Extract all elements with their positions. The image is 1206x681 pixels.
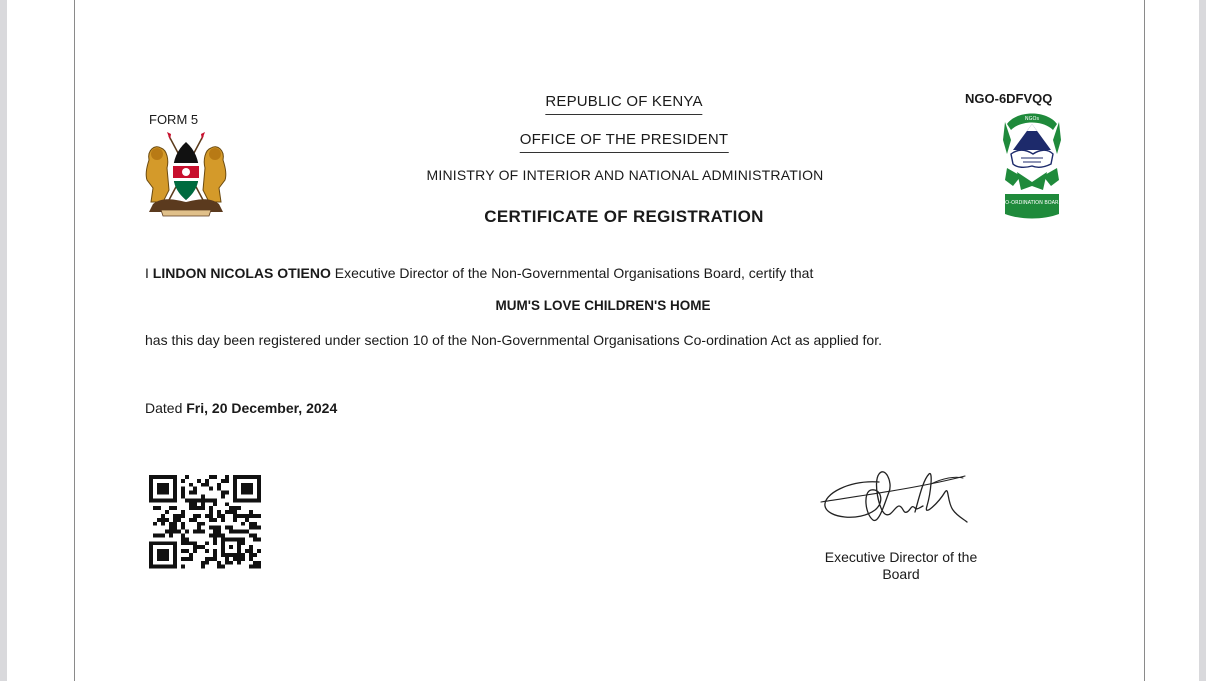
registration-statement: has this day been registered under section 10 of the Non-Governmental Organisations Co-ordination Act as applied for. bbox=[145, 332, 882, 348]
form-label: FORM 5 bbox=[149, 112, 199, 127]
certificate-page bbox=[7, 0, 1199, 681]
ngo-logo-band-text: CO-ORDINATION BOARD bbox=[1003, 200, 1061, 206]
certificate-title: CERTIFICATE OF REGISTRATION bbox=[484, 207, 764, 226]
date-line bbox=[145, 400, 337, 416]
signature-image bbox=[819, 462, 969, 532]
ngo-logo-top-text: NGOs bbox=[1024, 116, 1040, 122]
qr-code-icon bbox=[149, 475, 261, 569]
viewer-left-margin bbox=[0, 0, 7, 681]
ministry-heading: MINISTRY OF INTERIOR AND NATIONAL ADMINISTRATION bbox=[426, 167, 824, 183]
republic-heading: REPUBLIC OF KENYA bbox=[545, 93, 702, 115]
certification-statement bbox=[145, 265, 813, 281]
signatory-title: Executive Director of the Board bbox=[824, 549, 978, 582]
page-border-left bbox=[74, 0, 75, 681]
intro-suffix: Executive Director of the Non-Governmental Organisations Board, certify that bbox=[330, 265, 814, 281]
certificate-date: Fri, 20 December, 2024 bbox=[186, 400, 338, 416]
viewer-right-margin bbox=[1199, 0, 1206, 681]
organisation-name: MUM'S LOVE CHILDREN'S HOME bbox=[495, 298, 711, 313]
dated-prefix: Dated bbox=[145, 400, 187, 416]
kenya-coat-of-arms-icon bbox=[143, 130, 229, 218]
page-border-right bbox=[1144, 0, 1145, 681]
ngo-registration-code: NGO-6DFVQQ bbox=[965, 91, 1053, 106]
intro-prefix: I bbox=[145, 265, 153, 281]
ngo-coordination-board-logo-icon bbox=[1003, 110, 1061, 220]
office-heading: OFFICE OF THE PRESIDENT bbox=[520, 131, 729, 153]
director-name: LINDON NICOLAS OTIENO bbox=[152, 265, 331, 281]
